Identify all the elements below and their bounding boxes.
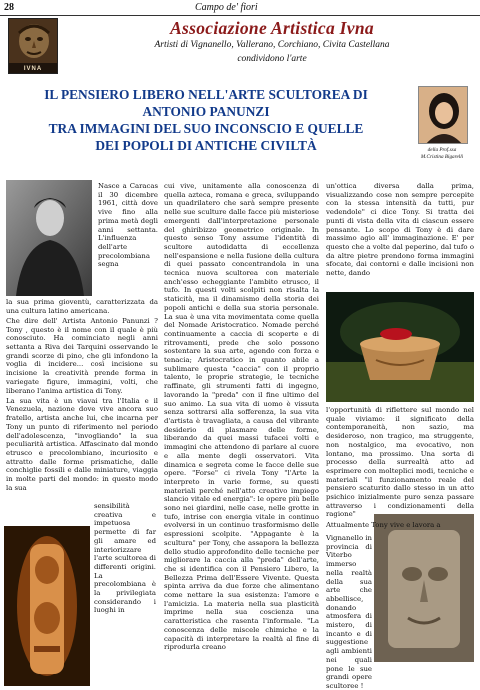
header-rule [0, 15, 480, 16]
article-intro: Nasce a Caracas il 30 dicembre 1961, città dove vive fino alla prima metà degli anni settanta. L'influenza dell'arte precolombiana segna [98, 182, 158, 269]
article-column-3a [326, 182, 474, 279]
headline-line2: ANTONIO PANUNZI [142, 104, 270, 119]
sculpture-stone-icon [374, 514, 474, 662]
sculpture-photo-garden [326, 292, 474, 402]
author-photo [418, 86, 468, 144]
sculpture-garden-icon [326, 292, 474, 402]
association-logo [8, 18, 58, 74]
article-column-3-narrow: Vignanello in provincia di Viterbo immerso nella realtà della sua arte che abbellisce, donando atmosfera di mistero, di incanto e di suggestione agli ambienti nei quali pone le sue grandi opere scultoree ! [326, 534, 372, 690]
article-column-1a [98, 182, 158, 271]
article-column-3-top: un'ottica diversa dalla prima, visualizzando cose non sempre percepite con la stessa intensità da tutti, pur vedendole" ci dice Tony. Si tratta dei punti di vista della vita di ciascun essere pensante. Lo scopo di Tony è di dare massimo agio all' immaginazione. E' per questo che a volte dal peperino, dal tufo o da altre pietre prendono forma immagini sfocate, dai contorni e dalle incisioni non nette, dando [326, 182, 474, 278]
article-column-2-text: cui vive, unitamente alla conoscenza di quella azteca, romana e greca, sviluppando un quadrilatero che sarà sempre presente nelle sue sculture dalle facce più misteriose emergenti dall'interpretazione personale del ghiribizzo geometrico originale. In questo senso Tony assume l'identità di scultore autodidatta di eccellenza nell'espansione e nella fusione della cultura di quei passato concentrandola in una tecnica nuova scultorea con materiale anch'esso echeggiante l'ambito etrusco, il tufo. In questi volti scolpiti non risalta la staticità, ma il dinamismo della storia dei popoli antichi e della sua storia personale. La sua è una vita movimentata come quella del Nomade Aristocratico. Nomade perché continuamente a caccia di scoperte e di ritrovamenti, prede che solo possono sostentare la sua arte, agendo con forza e tenacia; Aristocratico in quanto abile a sublimare questa "caccia" con il proprio talento, le proprie strategie, le tecniche raffinate, gli strumenti fatti di ingegno, lavorando la "preda" con il fine ultimo del suo animo. La sua vita di uomo è vissuta senza sottrarsi alla sofferenza, la sua vita d'artista è travagliata, a causa del vibrante desiderio di plasmare delle forme, liberando da quei massi tufacei volti e immagini che attendono di parlare al cuore e alla mente degli osservatori. Vita dinamica e segreta come le facce delle sue opere. "Forse" ci rivela Tony "l'Arte la interpreto in varie forme, su questi materiali perché nell'atto creativo impiego slancio vitale ed energia": le opere più belle sono nei giardini, nelle case, nelle grotte in tufo, intrise con energia vitale in continuo evolversi in un continuo trasformismo delle espressioni scolpite. "Appagante è la scultura" per Tony, che assapora la bellezza dello studio approfondito delle tecniche per migliorare la caccia alla "preda" dell'arte, che si identifica con il Pensiero Libero, la Bellezza Prima dell'Essere Vivente. Questa spinta arriva da due forze che alimentano come nettare la sua esistenza: l'amore e l'amicizia. La materia nella sua plasticità imprime nella sua coscienza una caratteristica che rasenta l'informale. "La conoscenza delle miscele chimiche e la capacità di interpretare la realtà al fine di riprodurla creano [164, 182, 319, 652]
article-paragraph-2: Che dire dell' Artista Antonio Panunzi ? Tony , questo è il nome con il quale è più conosciuto. Ha cominciato negli anni settanta a Riva dei Tarquini osservando le grandi scorze di pino, che gli infondono la voglia di incidere... così incisione su incisione la creatività prende forma in variegate figure, immagini, volti, che liberano l'anima artistica di Tony. [6, 316, 158, 395]
artist-photo [6, 180, 92, 296]
headline-line3: TRA IMMAGINI DEL SUO INCONSCIO E QUELLE [48, 121, 364, 136]
article-narrow-text: sensibilità creativa e impetuosa permette di far gli amare ed interiorizzare l'arte scultorea di differenti origini. La precolombiana è la privilegiata considerando i luoghi in [94, 502, 156, 615]
page-number: 28 [4, 2, 14, 13]
article-headline [6, 86, 406, 154]
sculpture-photo-totem [4, 526, 90, 686]
article-intro-continued: la sua prima gioventù, caratterizzata da una cultura latino americana. [6, 298, 158, 315]
association-subtitle-line2: condividono l'arte [237, 54, 307, 64]
author-caption: della Prof.ssa M.Cristina Bigarelli [420, 147, 464, 160]
logo-caption: IVNA [23, 66, 43, 72]
article-column-3-lead: Attualmente Tony vive e lavora a [326, 520, 441, 529]
article-column-1b [6, 298, 158, 494]
author-portrait-icon [419, 87, 468, 144]
headline-line4: DEI POPOLI DI ANTICHE CIVILTÀ [95, 138, 317, 153]
sculpture-photo-stone [374, 514, 474, 662]
headline-line1: IL PENSIERO LIBERO NELL'ARTE SCULTOREA DI [44, 87, 368, 102]
running-title: Campo de' fiori [195, 2, 258, 13]
article-column-3c [326, 534, 372, 690]
article-column-2 [164, 182, 319, 653]
artist-portrait-icon [6, 180, 92, 296]
article-column-3-middle: l'opportunità di riflettere sul mondo nel quale viviamo: il significato della contemporaneità, non sazio, ma desideroso, non tragico, ma struggente, non nostalgico, ma evocativo, non lontano, ma prossimo. Una sorta di processo della surrealtà atto ad esprimere con molteplici modi, tecniche e materiali "il funzionamento reale del pensiero scaturito dallo stesso in un atto psichico inizialmente puro senza passare attraverso i condizionamenti della ragione" [326, 406, 474, 519]
article-paragraph-3: La sua vita è un viavai tra l'Italia e il Venezuela, nazione dove vive ancora suo fratello, artista anche lui, che incarna per Tony un punto di riferimento nel periodo dell'adolescenza, "invogliando" la sua peculiarità artistica. Affascinato dal mondo etrusco e precolombiano, incuriosito e attratto dalle forme prismatiche, dalle conchiglie fossili e dalle miniature, viaggia in molte parti del mondo: in questo modo la sua [6, 396, 158, 492]
sculpture-totem-icon [4, 526, 90, 686]
article-column-3b [326, 406, 474, 531]
association-title: Associazione Artistica Ivna [170, 18, 374, 38]
article-column-1c [94, 502, 156, 617]
association-subtitle-line1: Artisti di Vignanello, Vallerano, Corchiano, Civita Castellana [154, 40, 390, 50]
